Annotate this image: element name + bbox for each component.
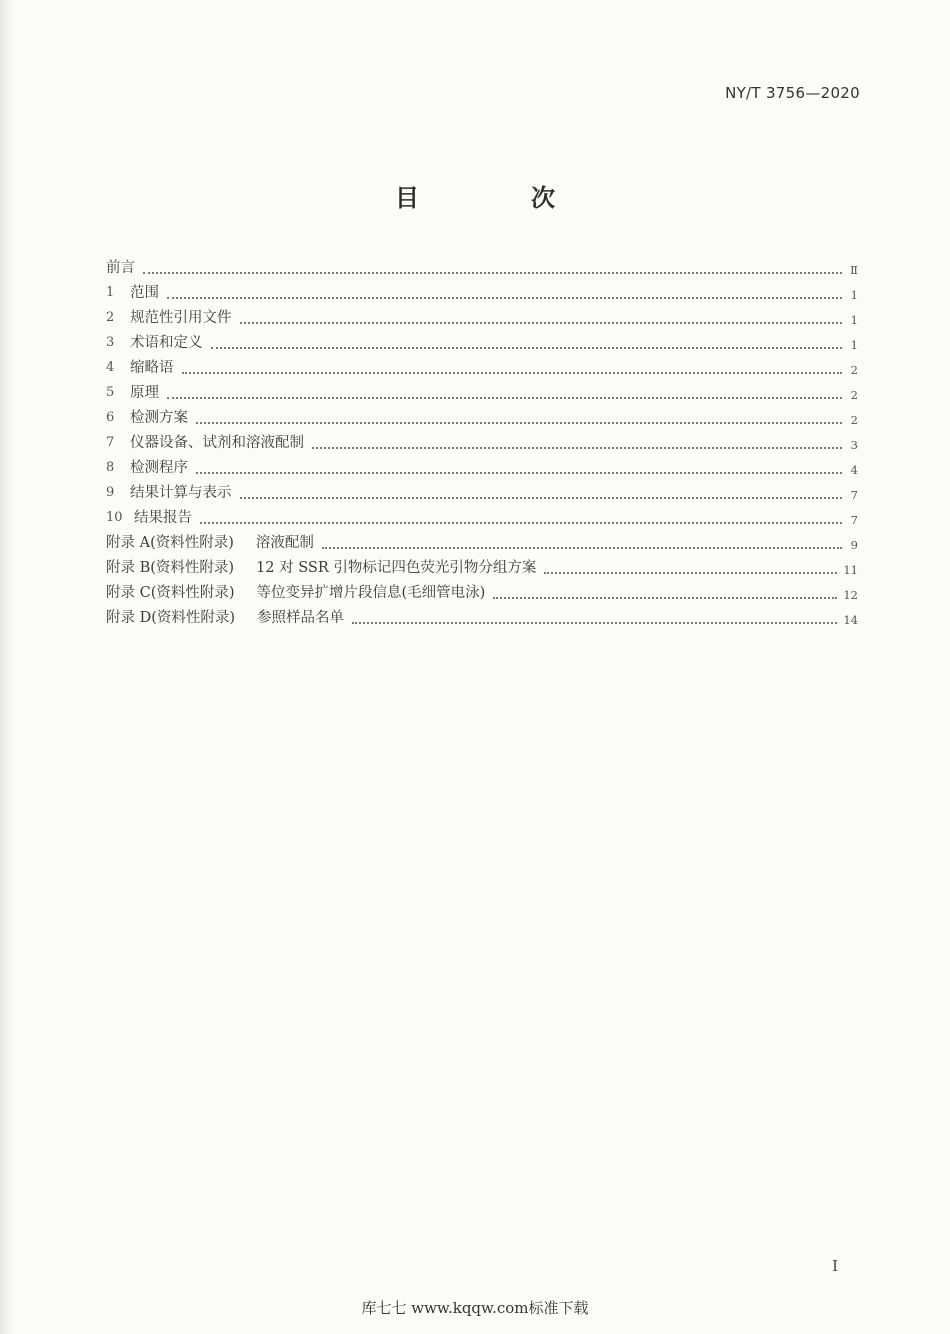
toc-entry-foreword[interactable] bbox=[106, 252, 858, 277]
toc-entry-page: 12 bbox=[843, 588, 858, 602]
toc-entry-page: Ⅱ bbox=[850, 263, 858, 277]
toc-entry-page: 7 bbox=[850, 513, 858, 527]
toc-entry-1[interactable] bbox=[106, 277, 858, 302]
toc-entry-label: 范围 bbox=[130, 285, 159, 301]
toc-entry-page: 1 bbox=[850, 288, 858, 302]
toc-entry-page: 4 bbox=[850, 463, 858, 477]
leader-dots bbox=[322, 547, 842, 549]
toc-entry-number: 6 bbox=[106, 410, 115, 425]
leader-dots bbox=[196, 422, 842, 424]
leader-dots bbox=[167, 297, 842, 299]
toc-entry-appendix-d[interactable] bbox=[106, 602, 858, 627]
toc-entry-4[interactable] bbox=[106, 352, 858, 377]
toc-entry-subtitle: 溶液配制 bbox=[255, 535, 314, 551]
toc-entry-appendix-a[interactable] bbox=[106, 527, 858, 552]
toc-entry-number: 5 bbox=[106, 385, 115, 400]
page-title: 目 次 bbox=[395, 184, 599, 212]
toc-entry-page: 9 bbox=[850, 538, 858, 552]
toc-entry-8[interactable] bbox=[106, 452, 858, 477]
toc-entry-number: 4 bbox=[106, 360, 115, 375]
toc-entry-subtitle: 12 对 SSR 引物标记四色荧光引物分组方案 bbox=[256, 560, 537, 576]
toc-entry-label: 原理 bbox=[130, 385, 159, 401]
toc-entry-label: 前言 bbox=[106, 260, 135, 276]
leader-dots bbox=[200, 522, 842, 524]
toc-entry-page: 2 bbox=[850, 363, 858, 377]
toc-entry-label: 结果报告 bbox=[134, 510, 192, 526]
toc-entry-number: 10 bbox=[106, 510, 123, 525]
toc-entry-label: 附录 D(资料性附录) bbox=[106, 610, 236, 626]
toc-entry-label: 结果计算与表示 bbox=[130, 485, 232, 501]
standard-number: NY/T 3756—2020 bbox=[725, 84, 860, 102]
toc-entry-label: 缩略语 bbox=[130, 360, 174, 376]
toc-entry-7[interactable] bbox=[106, 427, 858, 452]
leader-dots bbox=[312, 447, 842, 449]
toc-entry-number: 9 bbox=[106, 485, 115, 500]
toc-entry-subtitle: 参照样品名单 bbox=[257, 610, 345, 626]
leader-dots bbox=[211, 347, 843, 349]
toc-entry-subtitle: 等位变异扩增片段信息(毛细管电泳) bbox=[256, 585, 486, 601]
table-of-contents bbox=[106, 252, 858, 627]
toc-entry-appendix-c[interactable] bbox=[106, 577, 858, 602]
toc-entry-page: 2 bbox=[850, 388, 858, 402]
toc-entry-label: 检测程序 bbox=[130, 460, 188, 476]
toc-entry-label: 规范性引用文件 bbox=[130, 310, 232, 326]
toc-entry-page: 1 bbox=[850, 313, 858, 327]
toc-entry-label: 术语和定义 bbox=[130, 335, 203, 351]
leader-dots bbox=[182, 372, 843, 374]
leader-dots bbox=[544, 572, 837, 574]
leader-dots bbox=[196, 472, 842, 474]
toc-entry-number: 2 bbox=[106, 310, 115, 325]
toc-entry-number: 1 bbox=[106, 285, 115, 300]
toc-entry-number: 3 bbox=[106, 335, 115, 350]
toc-entry-page: 7 bbox=[850, 488, 858, 502]
toc-entry-label: 仪器设备、试剂和溶液配制 bbox=[130, 435, 304, 451]
toc-entry-10[interactable] bbox=[106, 502, 858, 527]
page-number: I bbox=[832, 1257, 838, 1275]
toc-entry-page: 2 bbox=[850, 413, 858, 427]
toc-entry-page: 1 bbox=[850, 338, 858, 352]
toc-entry-9[interactable] bbox=[106, 477, 858, 502]
toc-entry-3[interactable] bbox=[106, 327, 858, 352]
footer-watermark: 库七七 www.kqqw.com标准下载 bbox=[361, 1299, 589, 1317]
toc-entry-2[interactable] bbox=[106, 302, 858, 327]
leader-dots bbox=[167, 397, 842, 399]
toc-entry-5[interactable] bbox=[106, 377, 858, 402]
leader-dots bbox=[352, 622, 837, 624]
toc-entry-label: 检测方案 bbox=[130, 410, 188, 426]
toc-entry-appendix-b[interactable] bbox=[106, 552, 858, 577]
toc-entry-page: 11 bbox=[843, 563, 858, 577]
toc-entry-6[interactable] bbox=[106, 402, 858, 427]
leader-dots bbox=[240, 322, 843, 324]
toc-entry-label: 附录 A(资料性附录) bbox=[106, 535, 234, 551]
toc-entry-number: 8 bbox=[106, 460, 115, 475]
toc-entry-page: 14 bbox=[843, 613, 858, 627]
leader-dots bbox=[493, 597, 837, 599]
toc-entry-page: 3 bbox=[850, 438, 858, 452]
leader-dots bbox=[240, 497, 843, 499]
toc-entry-label: 附录 B(资料性附录) bbox=[106, 560, 235, 576]
toc-entry-label: 附录 C(资料性附录) bbox=[106, 585, 235, 601]
toc-entry-number: 7 bbox=[106, 435, 115, 450]
leader-dots bbox=[143, 272, 842, 274]
